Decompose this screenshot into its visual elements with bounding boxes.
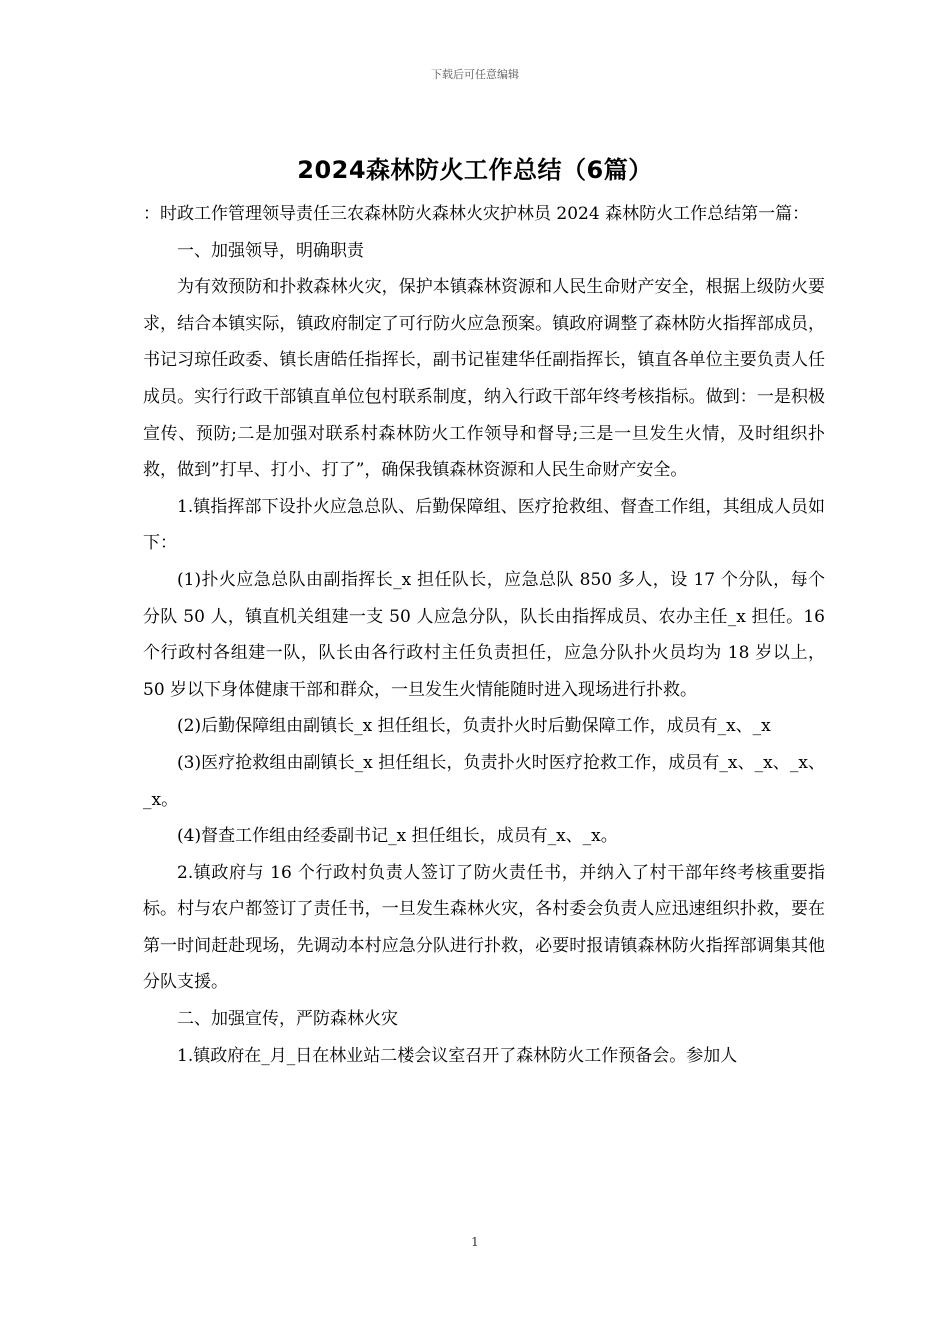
paragraph: 为有效预防和扑救森林火灾，保护本镇森林资源和人民生命财产安全，根据上级防火要求，结合本镇实际，镇政府制定了可行防火应急预案。镇政府调整了森林防火指挥部成员，书记习琼任政委、镇长唐皓任指挥长，副书记崔建华任副指挥长，镇直各单位主要负责人任成员。实行行政干部镇直单位包村联系制度，纳入行政干部年终考核指标。做到：一是积极宣传、预防;二是加强对联系村森林防火工作领导和督导;三是一旦发生火情，及时组织扑救，做到”打早、打小、打了”，确保我镇森林资源和人民生命财产安全。 [143,277,825,481]
paragraph: (3)医疗抢救组由副镇长_x 担任组长，负责扑火时医疗抢救工作，成员有_x、_x、_x、_x。 [143,752,825,810]
paragraph: 1.镇政府在_月_日在林业站二楼会议室召开了森林防火工作预备会。参加人 [177,1045,738,1066]
document-title: 2024森林防火工作总结（6篇） [297,156,653,184]
paragraph: 1.镇指挥部下设扑火应急总队、后勤保障组、医疗抢救组、督查工作组，其组成人员如下： [143,496,825,554]
paragraph: (4)督查工作组由经委副书记_x 担任组长，成员有_x、_x。 [177,826,618,847]
section-heading-2: 二、加强宣传，严防森林火灾 [177,1009,398,1030]
header-note: 下载后可任意编辑 [431,68,519,81]
paragraph: 2.镇政府与 16 个行政村负责人签订了防火责任书，并纳入了村干部年终考核重要指标。村与农户都签订了责任书，一旦发生森林火灾，各村委会负责人应迅速组织扑救，要在第一时间赶赴现场，先调动本村应急分队进行扑救，必要时报请镇森林防火指挥部调集其他分队支援。 [143,862,825,993]
keywords-line: ：时政工作管理领导责任三农森林防火森林火灾护林员 2024 森林防火工作总结第一篇： [143,204,810,224]
paragraph: (2)后勤保障组由副镇长_x 担任组长，负责扑火时后勤保障工作，成员有_x、_x [177,716,771,737]
page-number: 1 [471,1235,479,1249]
paragraph: (1)扑火应急总队由副指挥长_x 担任队长，应急总队 850 多人，设 17 个分队，每个分队 50 人，镇直机关组建一支 50 人应急分队，队长由指挥成员、农办主任_x 担任。16 个行政村各组建一队，队长由各行政村主任负责担任，应急分队扑火员均为 18 岁以上，50 岁以下身体健康干部和群众，一旦发生火情能随时进入现场进行扑救。 [143,569,825,700]
section-heading-1: 一、加强领导，明确职责 [177,240,364,261]
document-body [143,196,825,1074]
